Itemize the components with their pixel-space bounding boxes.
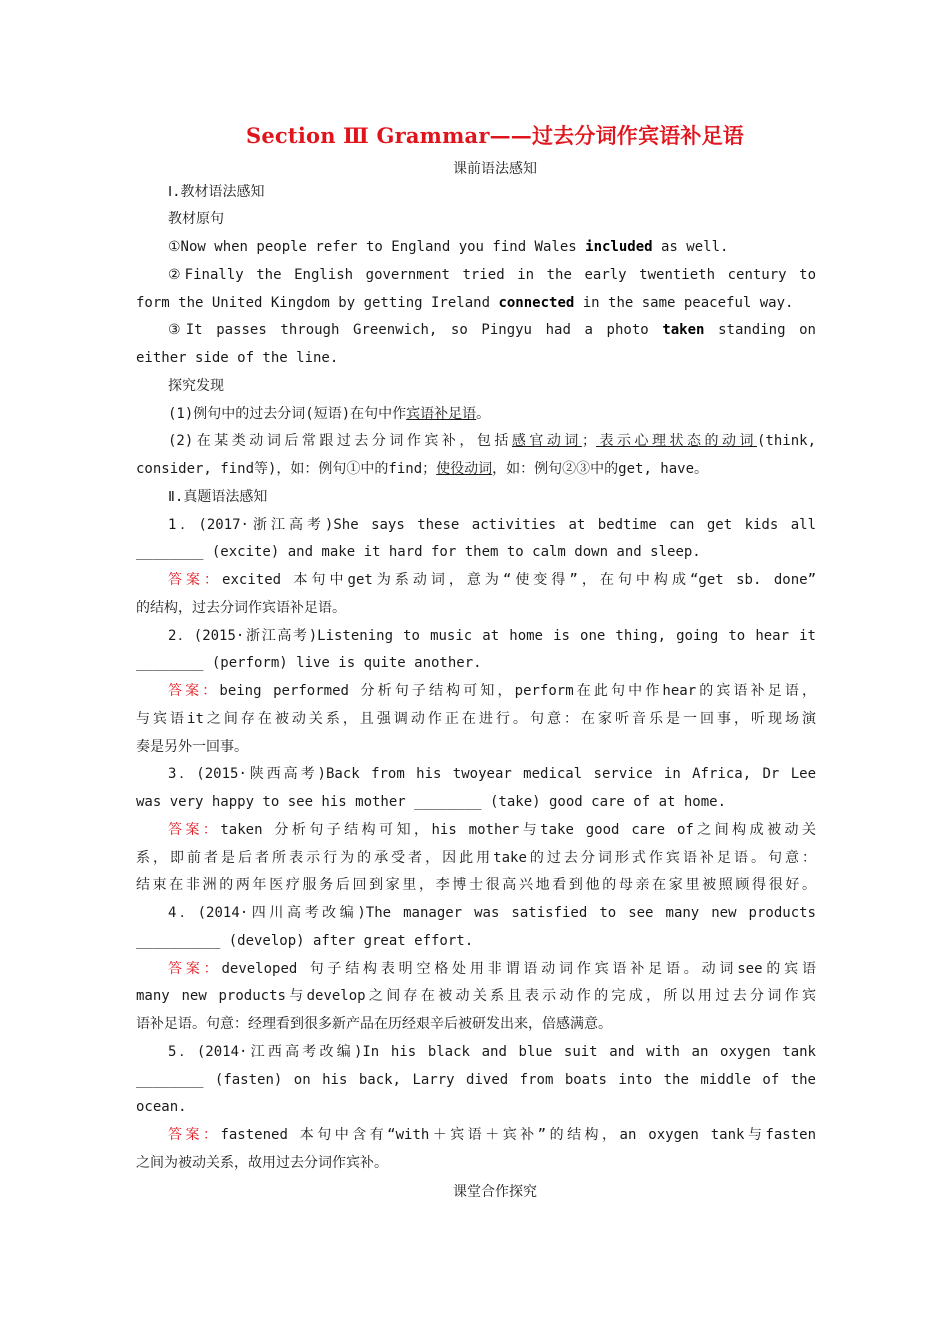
answer-3-line2: 系，即前者是后者所表示行为的承受者，因此用take的过去分词形式作宾语补足语。句意：: [136, 850, 816, 866]
question-3-line2: was very happy to see his mother ________ (take) good care of at home.: [136, 794, 727, 810]
keyword-taken: taken: [662, 322, 705, 338]
answer-label: 答案：: [168, 683, 220, 699]
question-4-line2: __________ (develop) after great effort.: [136, 933, 474, 949]
answer-4-line2: many new products与develop之间存在被动关系且表示动作的完成，所以用过去分词作宾: [136, 988, 816, 1004]
answer-5-line1: 答案：fastened 本句中含有“with＋宾语＋宾补”的结构，an oxygen tank与fasten: [168, 1127, 817, 1143]
question-1-line2: ________ (excite) and make it hard for them to calm down and sleep.: [136, 544, 701, 560]
page-title: Section Ⅲ Grammar——过去分词作宾语补足语: [246, 123, 744, 148]
finding-2-line1: (2)在某类动词后常跟过去分词作宾补，包括感官动词；表示心理状态的动词(think,: [168, 433, 817, 449]
question-5-line3: ocean.: [136, 1099, 187, 1115]
part2-heading: Ⅱ.真题语法感知: [168, 489, 268, 505]
answer-label: 答案：: [168, 1127, 221, 1143]
answer-2-line1: 答案：being performed 分析句子结构可知，perform在此句中作hear的宾语补足语，: [168, 683, 817, 699]
explore-label: 探究发现: [168, 378, 224, 394]
question-2-line1: 2．(2015·浙江高考)Listening to music at home is one thing, going to hear it: [168, 628, 816, 644]
answer-1-line1: 答案：excited 本句中get为系动词，意为“使变得”，在句中构成“get sb. done”: [168, 572, 816, 588]
section-heading-pre-class: 课前语法感知: [453, 161, 537, 177]
answer-2-line2: 与宾语it之间存在被动关系，且强调动作正在进行。句意：在家听音乐是一回事，听现场演: [136, 711, 816, 727]
answer-label: 答案：: [168, 822, 221, 838]
keyword-included: included: [585, 239, 653, 255]
question-1-line1: 1．(2017·浙江高考)She says these activities at bedtime can get kids all: [168, 517, 816, 533]
answer-3-line3: 结束在非洲的两年医疗服务后回到家里，李博士很高兴地看到他的母亲在家里被照顾得很好。: [136, 877, 816, 893]
question-4-line1: 4．(2014·四川高考改编)The manager was satisfied to see many new products: [168, 905, 816, 921]
answer-1-line2: 的结构，过去分词作宾语补足语。: [136, 600, 346, 616]
example-sentence-1: ①Now when people refer to England you find Wales included as well.: [168, 239, 729, 255]
finding-1: (1)例句中的过去分词(短语)在句中作宾语补足语。: [168, 406, 491, 422]
answer-2-line3: 奏是另外一回事。: [136, 739, 248, 755]
part1-heading: Ⅰ.教材语法感知: [168, 184, 265, 200]
keyword-connected: connected: [498, 295, 575, 311]
answer-5-line2: 之间为被动关系，故用过去分词作宾补。: [136, 1155, 388, 1171]
section-heading-in-class: 课堂合作探究: [453, 1184, 537, 1200]
answer-label: 答案：: [168, 572, 223, 588]
finding-2-line2: consider, find等)，如：例句①中的find；使役动词，如：例句②③中的get, have。: [136, 461, 709, 477]
question-5-line1: 5．(2014·江西高考改编)In his black and blue suit and with an oxygen tank: [168, 1044, 816, 1060]
answer-3-line1: 答案：taken 分析句子结构可知，his mother与take good care of之间构成被动关: [168, 822, 816, 838]
example-sentence-3-line1: ③It passes through Greenwich, so Pingyu had a photo taken standing on: [168, 322, 816, 338]
question-3-line1: 3．(2015·陕西高考)Back from his twoyear medical service in Africa, Dr Lee: [168, 766, 816, 782]
example-sentence-2-line1: ②Finally the English government tried in the early twentieth century to: [168, 267, 816, 283]
answer-4-line3: 语补足语。句意：经理看到很多新产品在历经艰辛后被研发出来，倍感满意。: [136, 1016, 612, 1032]
question-2-line2: ________ (perform) live is quite another.: [136, 655, 482, 671]
example-sentence-3-line2: either side of the line.: [136, 350, 339, 366]
answer-4-line1: 答案：developed 句子结构表明空格处用非谓语动词作宾语补足语。动词see的宾语: [168, 961, 817, 977]
textbook-label: 教材原句: [168, 211, 224, 227]
example-sentence-2-line2: form the United Kingdom by getting Ireland connected in the same peaceful way.: [136, 295, 794, 311]
question-5-line2: ________ (fasten) on his back, Larry dived from boats into the middle of the: [136, 1072, 816, 1088]
answer-label: 答案：: [168, 961, 222, 977]
